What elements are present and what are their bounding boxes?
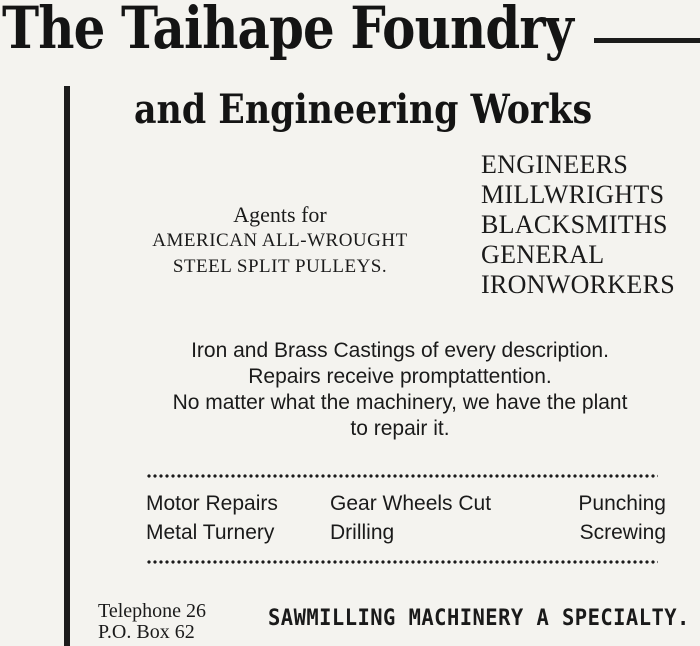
trade-item: MILLWRIGHTS xyxy=(481,180,665,209)
agents-line: Agents for xyxy=(233,202,327,227)
description-line: Repairs receive promptattention. xyxy=(248,365,552,388)
services-grid xyxy=(146,492,666,550)
trade-item: ENGINEERS xyxy=(481,150,629,179)
description-line: to repair it. xyxy=(350,417,450,440)
specialty-banner: SAWMILLING MACHINERY A SPECIALTY. xyxy=(268,606,690,631)
dotted-divider-bottom xyxy=(146,560,658,564)
vertical-rule xyxy=(64,86,70,646)
description-block xyxy=(100,338,700,442)
trades-list xyxy=(481,150,700,300)
dotted-divider-top xyxy=(146,474,658,478)
agents-line: AMERICAN ALL-WROUGHT xyxy=(152,230,408,251)
trade-item: BLACKSMITHS xyxy=(481,210,668,239)
service-item: Punching xyxy=(578,492,666,515)
trade-item: IRONWORKERS xyxy=(481,270,675,299)
contact-block xyxy=(98,601,268,643)
title-rule xyxy=(594,38,700,43)
service-item: Gear Wheels Cut xyxy=(330,492,492,515)
service-item: Drilling xyxy=(330,521,395,544)
trade-item: GENERAL xyxy=(481,240,605,269)
service-item: Motor Repairs xyxy=(146,492,278,515)
agents-block xyxy=(110,202,450,280)
description-line: Iron and Brass Castings of every description. xyxy=(191,339,609,362)
telephone-text: Telephone 26 xyxy=(98,600,207,622)
advert-title: The Taihape Foundry xyxy=(2,0,573,62)
agents-line: STEEL SPLIT PULLEYS. xyxy=(172,256,388,277)
service-item: Metal Turnery xyxy=(146,521,275,544)
description-line: No matter what the machinery, we have the plant xyxy=(172,391,628,414)
advert-subtitle: and Engineering Works xyxy=(134,86,593,133)
po-box-text: P.O. Box 62 xyxy=(98,621,195,643)
service-item: Screwing xyxy=(579,521,666,544)
